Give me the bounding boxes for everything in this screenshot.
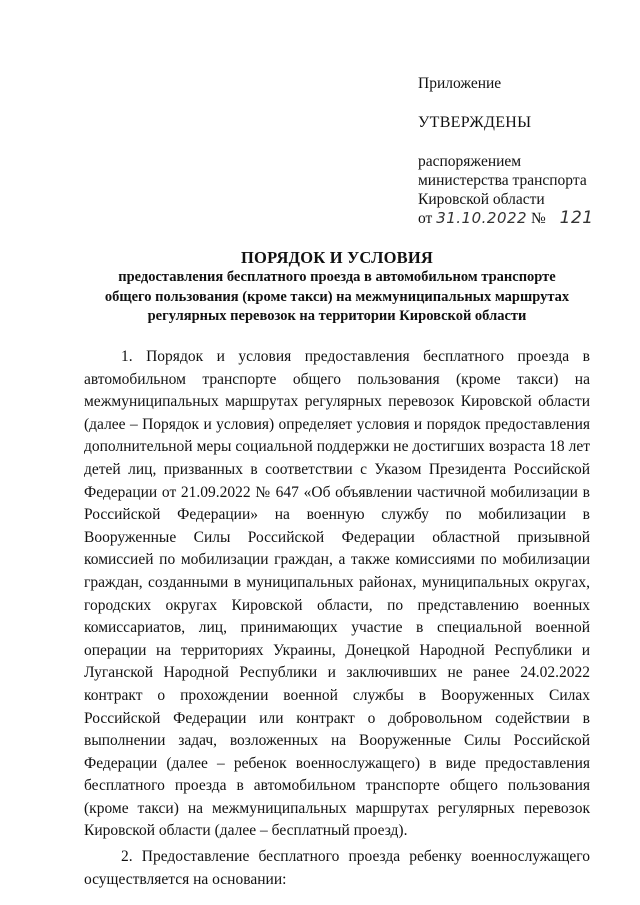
handwritten-number: 121 — [559, 208, 594, 228]
document-body — [84, 346, 590, 891]
order-line-3: Кировской области — [418, 191, 545, 208]
from-label: от — [418, 210, 433, 227]
approval-block — [418, 74, 628, 228]
handwritten-date: 31.10.2022 — [436, 209, 528, 227]
title-heading: ПОРЯДОК И УСЛОВИЯ — [241, 248, 433, 267]
document-title — [84, 248, 590, 327]
title-subline-3: регулярных перевозок на территории Кировской области — [147, 308, 527, 324]
order-line-2: министерства транспорта — [418, 172, 587, 189]
order-line-1: распоряжением — [418, 153, 522, 170]
title-subline-2: общего пользования (кроме такси) на межмуниципальных маршрутах — [104, 288, 570, 305]
paragraph-2: 2. Предоставление бесплатного проезда ребенку военнослужащего осуществляется на основании: — [84, 848, 590, 888]
order-date-line — [418, 209, 628, 228]
appendix-label: Приложение — [418, 75, 502, 92]
approved-label: УТВЕРЖДЕНЫ — [418, 114, 532, 131]
number-label: № — [530, 210, 546, 227]
paragraph-1: 1. Порядок и условия предоставления бесплатного проезда в автомобильном транспорте общего пользования (кроме такси) на межмуниципальных маршрутах регулярных перевозок Кировской области (далее – Порядок и условия) определяет условия и порядок предоставления дополнительной меры социальной поддержки не достигших возраста 18 лет детей лиц, призванных в соответствии с Указом Президента Российской Федерации от 21.09.2022 № 647 «Об объявлении частичной мобилизации в Российской Федерации» на военную службу по мобилизации в Вооруженные Силы Российской Федерации областной призывной комиссией по мобилизации граждан, а также комиссиями по мобилизации граждан, созданными в муниципальных районах, муниципальных округах, городских округах Кировской области, по представлению военных комиссариатов, лиц, принимающих участие в специальной военной операции на территориях Украины, Донецкой Народной Республики и Луганской Народной Республики и заключивших не ранее 24.02.2022 контракт о прохождении военной службы в Вооруженных Силах Российской Федерации или контракт о добровольном содействии в выполнении задач, возложенных на Вооруженные Силы Российской Федерации (далее – ребенок военнослужащего) в виде предоставления бесплатного проезда в автомобильном транспорте общего пользования (кроме такси) на межмуниципальных маршрутах регулярных перевозок Кировской области (далее – бесплатный проезд). — [84, 348, 590, 840]
title-subline-1: предоставления бесплатного проезда в автомобильном транспорте — [118, 269, 556, 285]
